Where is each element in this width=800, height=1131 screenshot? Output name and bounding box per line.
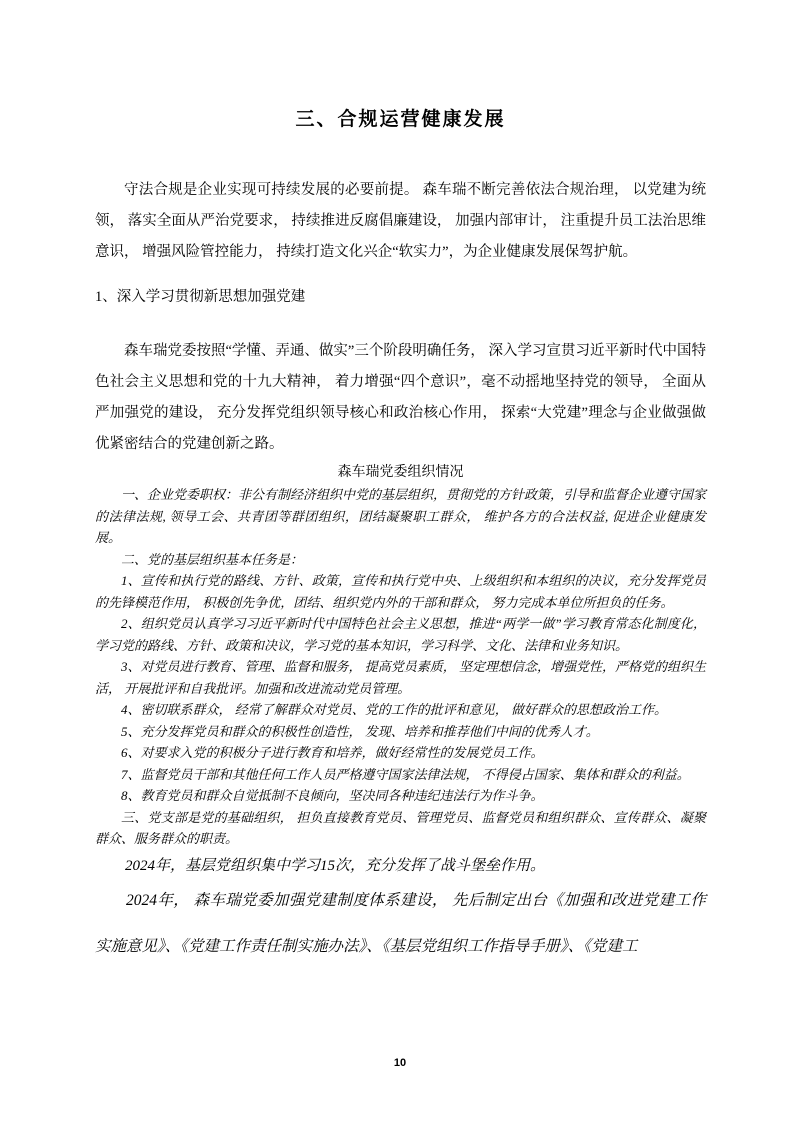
page-number: 10 [393, 1057, 407, 1069]
org-box-paragraph: 6、对要求入党的积极分子进行教育和培养，做好经常性的发展党员工作。 [121, 745, 544, 760]
org-box [95, 484, 706, 850]
org-box-paragraph: 3、对党员进行教育、管理、监督和服务， 提高党员素质， 坚定理想信念，增强党性，严格党的组织生活， 开展批评和自我批评。加强和改进流动党员管理。 [95, 659, 707, 696]
org-box-title: 森车瑞党委组织情况 [337, 465, 464, 480]
org-box-paragraph: 1、宣传和执行党的路线、方针、政策，宣传和执行党中央、上级组织和本组织的决议，充分发挥党员的先锋模范作用， 积极创先争优，团结、组织党内外的干部和群众， 努力完成本单位所担负的任务。 [95, 573, 706, 610]
org-box-paragraph: 三、党支部是党的基础组织， 担负直接教育党员、管理党员、监督党员和组织群众、宣传群众、凝聚群众、服务群众的职责。 [95, 809, 706, 846]
org-box-paragraph: 2、组织党员认真学习习近平新时代中国特色社会主义思想，推进“两学一做”学习教育常态化制度化，学习党的路线、方针、政策和决议，学习党的基本知识，学习科学、文化、法律和业务知识。 [95, 616, 706, 653]
org-box-paragraph: 二、党的基层组织基本任务是： [121, 551, 304, 567]
org-box-paragraph: 一、企业党委职权：非公有制经济组织中党的基层组织，贯彻党的方针政策，引导和监督企业遵守国家的法律法规, 领导工会、共青团等群团组织，团结凝聚职工群众， 维护各方的合法权益, 促进企业健康发展。 [95, 487, 707, 545]
page-title: 三、合规运营健康发展 [295, 109, 506, 130]
section-lead-paragraph: 森车瑞党委按照“学懂、弄通、做实”三个阶段明确任务， 深入学习宣贯习近平新时代中国特色社会主义思想和党的十九大精神， 着力增强“四个意识”，毫不动摇地坚持党的领导， 全面从严加强党的建设， 充分发挥党组织领导核心和政治核心作用， 探索“大党建”理念与企业做强做优紧密结合的党建创新之路。 [95, 343, 706, 452]
org-box-paragraph: 5、充分发挥党员和群众的积极性创造性， 发现、培养和推荐他们中间的优秀人才。 [121, 723, 599, 739]
study-summary-line: 2024年，基层党组织集中学习15次，充分发挥了战斗堡垒作用。 [125, 857, 546, 874]
org-box-paragraph: 7、监督党员干部和其他任何工作人员严格遵守国家法律法规， 不得侵占国家、集体和群众的利益。 [121, 766, 690, 782]
org-box-paragraph: 4、密切联系群众， 经常了解群众对党员、党的工作的批评和意见， 做好群众的思想政治工作。 [121, 702, 668, 717]
section-heading: 1、深入学习贯彻新思想加强党建 [95, 289, 306, 305]
intro-paragraph: 守法合规是企业实现可持续发展的必要前提。 森车瑞不断完善依法合规治理， 以党建为统领， 落实全面从严治党要求， 持续推进反腐倡廉建设， 加强内部审计， 注重提升员工法治思维意识， 增强风险管控能力， 持续打造文化兴企“软实力”，为企业健康发展保驾护航。 [95, 182, 706, 260]
closing-paragraph: 2024年， 森车瑞党委加强党建制度体系建设， 先后制定出台《加强和改进党建工作实施意见》、《党建工作责任制实施办法》、《基层党组织工作指导手册》、《党建工 [95, 891, 706, 955]
org-box-paragraph: 8、教育党员和群众自觉抵制不良倾向，坚决同各种违纪违法行为作斗争。 [121, 788, 544, 803]
